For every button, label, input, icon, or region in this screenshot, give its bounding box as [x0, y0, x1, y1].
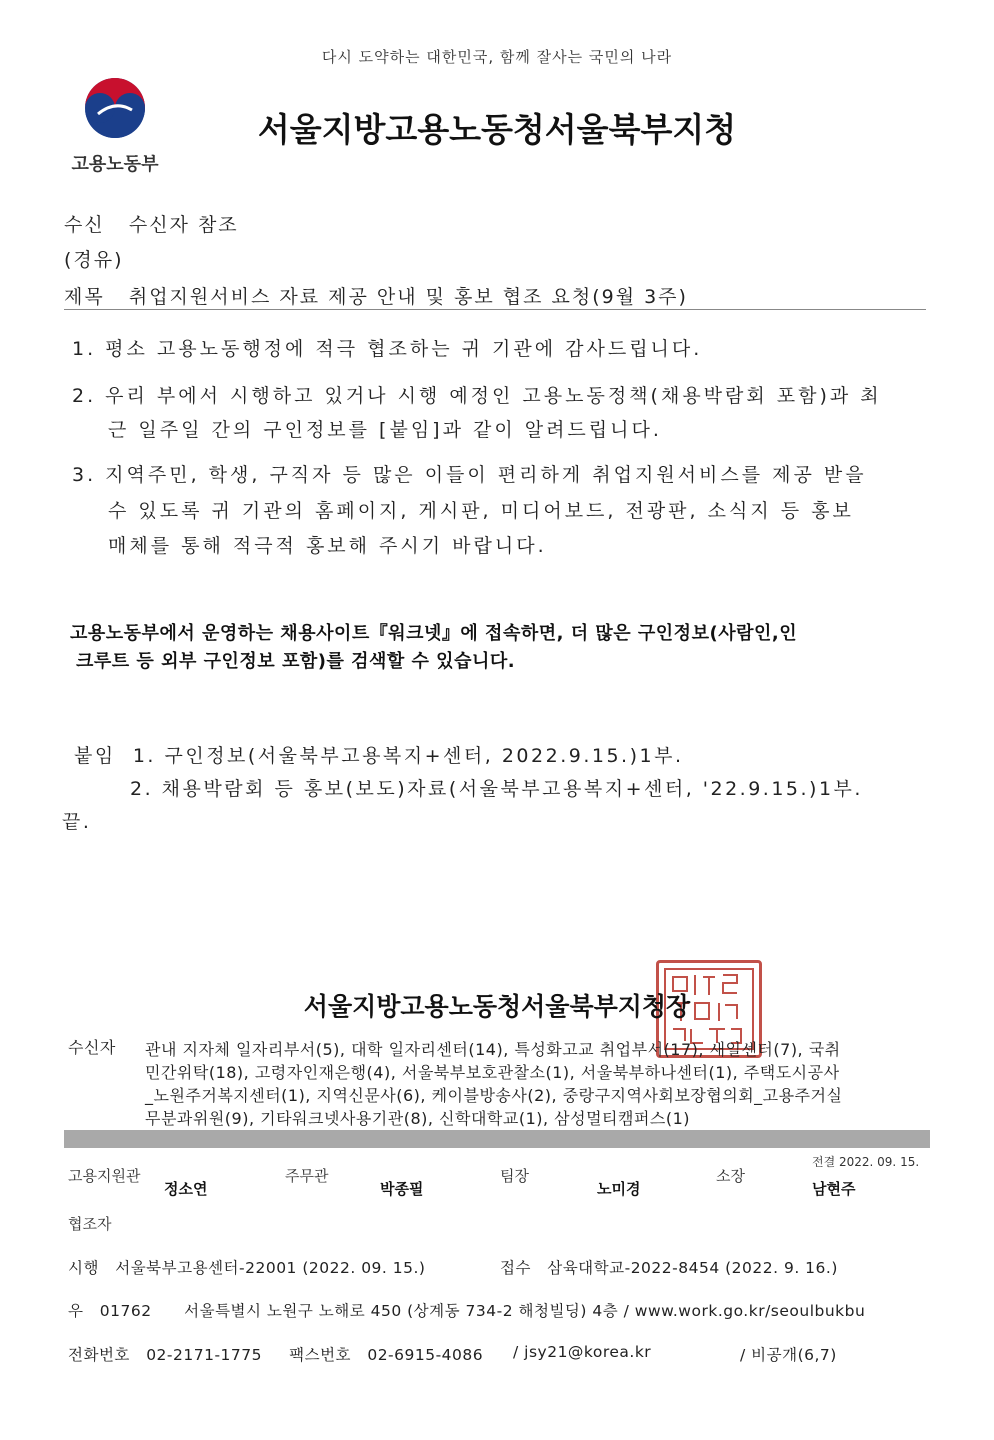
paragraph-2-line-2: 근 일주일 간의 구인정보를 [붙임]과 같이 알려드립니다. [108, 419, 662, 441]
slogan: 다시 도약하는 대한민국, 함께 잘사는 국민의 나라 [321, 48, 673, 66]
paragraph-1: 1. 평소 고용노동행정에 적극 협조하는 귀 기관에 감사드립니다. [72, 338, 703, 360]
fax-value: 02-6915-4086 [367, 1346, 484, 1364]
recipients-line-3: _노원주거복지센터(1), 지역신문사(6), 케이블방송사(2), 중랑구지역사회보장협의회_고용주거실 [145, 1086, 843, 1105]
paragraph-3-line-2: 수 있도록 귀 기관의 홈페이지, 게시판, 미디어보드, 전광판, 소식지 등 홍보 [108, 500, 854, 522]
subject-label: 제목 [64, 286, 105, 308]
attachment-item-1: 1. 구인정보(서울북부고용복지+센터, 2022.9.15.)1부. [132, 745, 684, 767]
section-divider-bar [64, 1130, 930, 1148]
worknet-notice-line-1: 고용노동부에서 운영하는 채용사이트『워크넷』에 접속하면, 더 많은 구인정보(사람인,인 [70, 623, 798, 644]
end-mark: 끝. [62, 811, 92, 833]
head-signature: 서울지방고용노동청서울북부지청장 [303, 992, 691, 1021]
signer-name-2: 박종필 [380, 1180, 424, 1198]
zip-value: 01762 [99, 1302, 152, 1320]
recipient-value: 수신자 참조 [128, 214, 239, 236]
cooperator-label: 협조자 [68, 1215, 112, 1233]
recipient-line [64, 210, 239, 237]
execution-value: 서울북부고용센터-22001 (2022. 09. 15.) [115, 1259, 426, 1277]
receipt-line [500, 1256, 838, 1278]
signer-role-3: 팀장 [500, 1167, 529, 1185]
signer-role-1: 고용지원관 [68, 1167, 141, 1185]
zip-label: 우 [68, 1302, 84, 1320]
signer-role-4: 소장 [716, 1167, 745, 1185]
via-line: (경유) [64, 249, 124, 271]
paragraph-3-line-1: 3. 지역주민, 학생, 구직자 등 많은 이들이 편리하게 취업지원서비스를 제공 받을 [72, 464, 867, 486]
recipients-line-2: 민간위탁(18), 고령자인재은행(4), 서울북부보호관찰소(1), 서울북부하나센터(1), 주택도시공사 [145, 1063, 840, 1082]
receipt-label: 접수 [500, 1259, 531, 1277]
attachment-line-1 [74, 741, 683, 768]
logo-text: 고용노동부 [71, 154, 159, 175]
signer-role-2: 주무관 [285, 1167, 329, 1185]
recipient-label: 수신 [64, 214, 105, 236]
recipients-label: 수신자 [68, 1038, 116, 1057]
attachment-label: 붙임 [74, 745, 116, 767]
recipients-line-4: 무분과위원(9), 기타워크넷사용기관(8), 신학대학교(1), 삼성멀티캠퍼스(1) [145, 1109, 691, 1128]
organization-title: 서울지방고용노동청서울북부지청 [257, 110, 737, 149]
recipients-line-1: 관내 지자체 일자리부서(5), 대학 일자리센터(14), 특성화고교 취업부서(17), 새일센터(7), 국취 [145, 1040, 841, 1059]
final-approval-date: 전결 2022. 09. 15. [812, 1155, 920, 1169]
disclosure-value: / 비공개(6,7) [740, 1346, 837, 1364]
header-divider [64, 309, 926, 310]
contact-line [68, 1343, 483, 1365]
subject-value: 취업지원서비스 자료 제공 안내 및 홍보 협조 요청(9월 3주) [128, 286, 688, 308]
signer-name-1: 정소연 [164, 1180, 208, 1198]
address-value: 서울특별시 노원구 노해로 450 (상계동 734-2 해청빌딩) 4층 / www.work.go.kr/seoulbukbu [184, 1302, 866, 1320]
signer-name-4: 남현주 [812, 1180, 856, 1198]
fax-label: 팩스번호 [289, 1346, 352, 1364]
paragraph-2-line-1: 2. 우리 부에서 시행하고 있거나 시행 예정인 고용노동정책(채용박람회 포함)과 최 [72, 385, 882, 407]
execution-label: 시행 [68, 1259, 99, 1277]
attachment-item-2: 2. 채용박람회 등 홍보(보도)자료(서울북부고용복지+센터, '22.9.15.)1부. [130, 778, 863, 800]
execution-line [68, 1256, 425, 1278]
paragraph-3-line-3: 매체를 통해 적극적 홍보해 주시기 바랍니다. [108, 535, 547, 557]
worknet-notice-line-2: 크루트 등 외부 구인정보 포함)를 검색할 수 있습니다. [76, 651, 516, 672]
signer-name-3: 노미경 [597, 1180, 641, 1198]
phone-label: 전화번호 [68, 1346, 130, 1364]
address-line [68, 1299, 865, 1321]
email-value: / jsy21@korea.kr [513, 1343, 652, 1361]
phone-value: 02-2171-1775 [146, 1346, 262, 1364]
subject-line [64, 282, 688, 309]
receipt-value: 삼육대학교-2022-8454 (2022. 9. 16.) [547, 1259, 838, 1277]
